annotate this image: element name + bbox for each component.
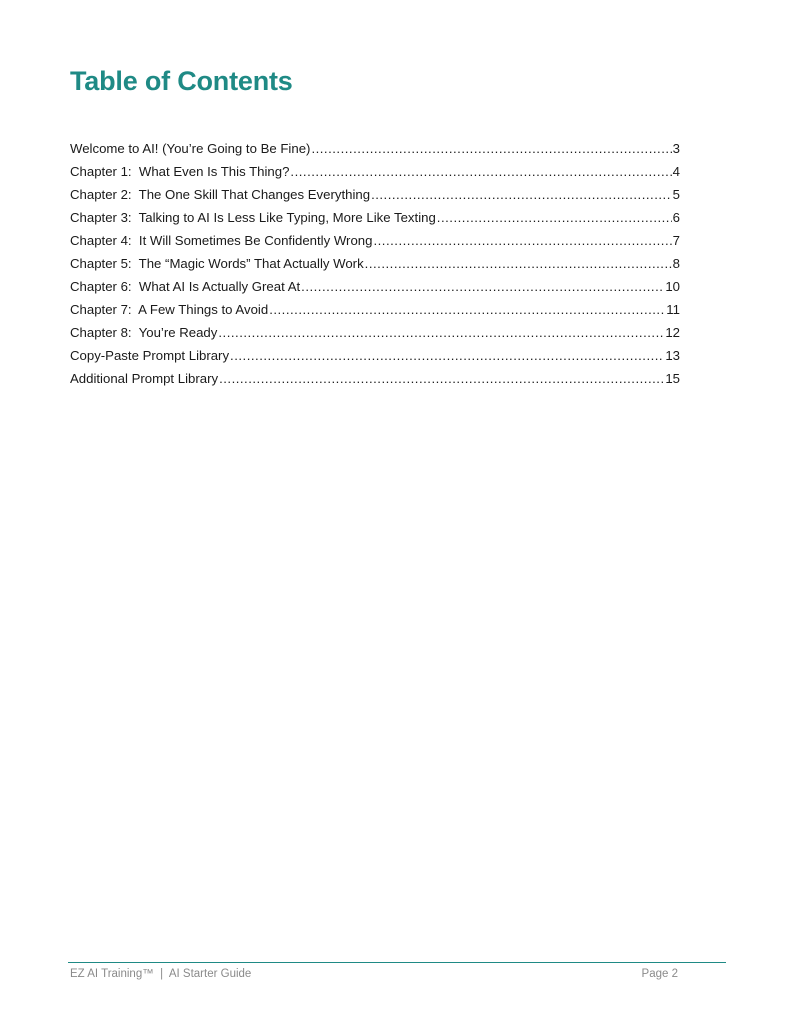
toc-leader-dots — [218, 321, 664, 344]
toc-entry-label: Chapter 8: You’re Ready — [70, 325, 218, 340]
toc-entry-page: 4 — [672, 164, 680, 179]
toc-entry-label: Additional Prompt Library — [70, 371, 219, 386]
footer-divider — [68, 962, 726, 963]
toc-entry-label: Chapter 5: The “Magic Words” That Actually Work — [70, 256, 364, 271]
page-title: Table of Contents — [70, 66, 293, 96]
toc-entry-page: 15 — [665, 371, 680, 386]
toc-leader-dots — [269, 298, 665, 321]
toc-leader-dots — [437, 206, 672, 229]
toc-entry[interactable] — [70, 252, 680, 275]
toc-entry[interactable] — [70, 275, 680, 298]
toc-entry-page: 3 — [672, 141, 680, 156]
toc-leader-dots — [301, 275, 664, 298]
toc-entry-label: Chapter 3: Talking to AI Is Less Like Typing, More Like Texting — [70, 210, 436, 225]
toc-entry-page: 12 — [665, 325, 680, 340]
toc-entry-label: Chapter 6: What AI Is Actually Great At — [70, 279, 301, 294]
toc-entry[interactable] — [70, 229, 680, 252]
toc-entry-label: Chapter 4: It Will Sometimes Be Confidently Wrong — [70, 233, 373, 248]
toc-leader-dots — [290, 160, 671, 183]
toc-entry[interactable] — [70, 206, 680, 229]
toc-entry-page: 10 — [665, 279, 680, 294]
toc-entry[interactable] — [70, 321, 680, 344]
toc-entry-label: Copy-Paste Prompt Library — [70, 348, 230, 363]
toc-entry-page: 13 — [665, 348, 680, 363]
footer-page-number: Page 2 — [641, 968, 678, 980]
toc-entry-page: 6 — [672, 210, 680, 225]
toc-leader-dots — [373, 229, 671, 252]
toc-entry-label: Chapter 1: What Even Is This Thing? — [70, 164, 290, 179]
toc-leader-dots — [371, 183, 672, 206]
toc-entry[interactable] — [70, 183, 680, 206]
toc-entry-page: 7 — [672, 233, 680, 248]
toc-entry[interactable] — [70, 298, 680, 321]
toc-entry-label: Welcome to AI! (You’re Going to Be Fine) — [70, 141, 311, 156]
toc-leader-dots — [219, 367, 664, 390]
toc-leader-dots — [365, 252, 672, 275]
toc-list — [70, 137, 680, 390]
toc-entry-label: Chapter 2: The One Skill That Changes Everything — [70, 187, 371, 202]
toc-entry[interactable] — [70, 367, 680, 390]
toc-leader-dots — [311, 137, 671, 160]
footer-title: EZ AI Training™ | AI Starter Guide — [70, 968, 252, 980]
toc-entry-page: 11 — [666, 302, 680, 317]
toc-entry-page: 8 — [672, 256, 680, 271]
toc-entry[interactable] — [70, 344, 680, 367]
toc-leader-dots — [230, 344, 664, 367]
toc-entry[interactable] — [70, 137, 680, 160]
toc-entry-label: Chapter 7: A Few Things to Avoid — [70, 302, 269, 317]
toc-entry-page: 5 — [672, 187, 680, 202]
toc-entry[interactable] — [70, 160, 680, 183]
